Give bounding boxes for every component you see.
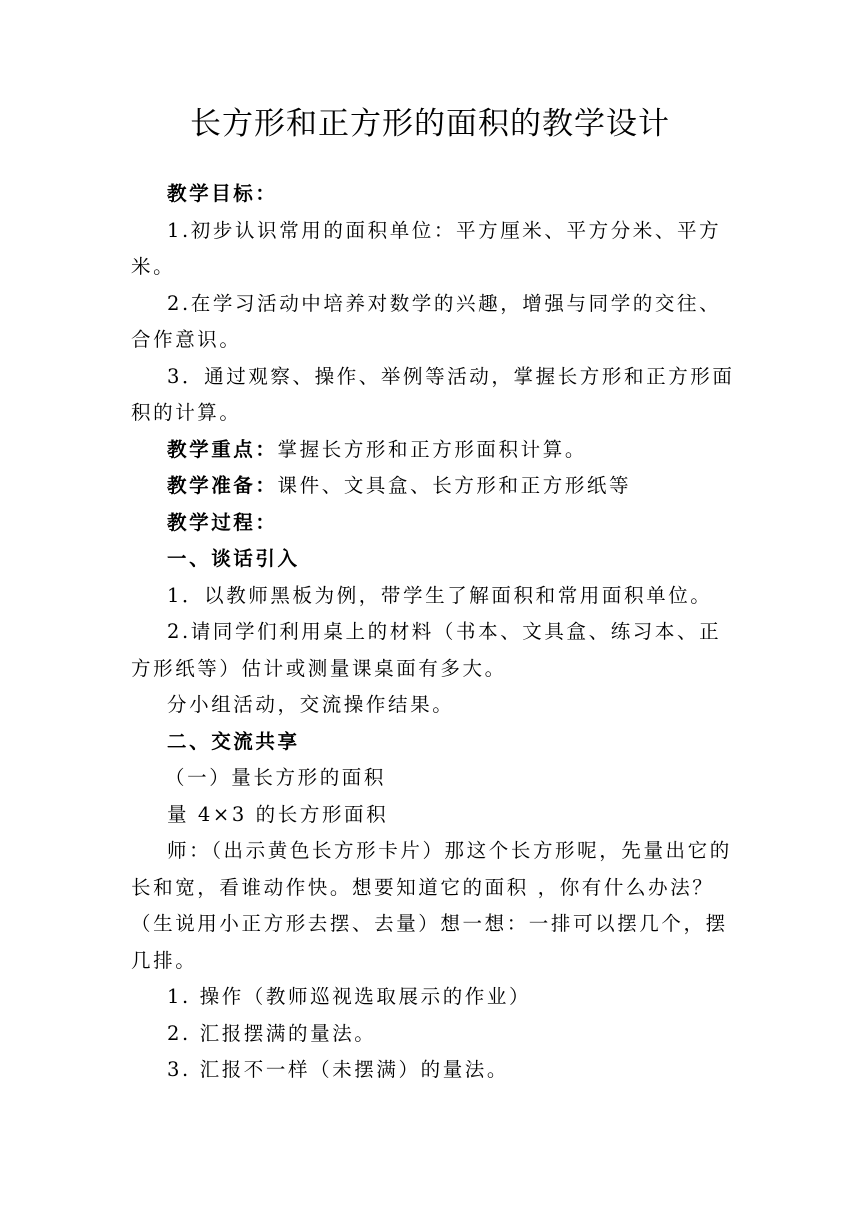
paragraph-3 — [131, 359, 736, 432]
paragraph-text: 一、谈话引入 — [167, 547, 300, 570]
paragraph-1 — [131, 213, 736, 286]
paragraph-text: 3．通过观察、操作、举例等活动，掌握长方形和正方形面积的计算。 — [131, 364, 735, 424]
paragraph-5 — [131, 468, 736, 505]
paragraph-13 — [131, 797, 736, 834]
paragraph-15 — [131, 979, 736, 1016]
paragraph-0 — [131, 176, 736, 213]
paragraph-text: 教学目标： — [167, 182, 278, 205]
paragraph-9 — [131, 614, 736, 687]
paragraph-text: 量 4×3 的长方形面积 — [167, 802, 389, 826]
paragraph-text: 1. 操作（教师巡视选取展示的作业） — [167, 985, 532, 1008]
paragraph-8 — [131, 578, 736, 615]
paragraph-16 — [131, 1016, 736, 1053]
paragraph-text: （一）量长方形的面积 — [165, 766, 387, 789]
paragraph-17 — [131, 1052, 736, 1089]
paragraph-7 — [131, 541, 736, 578]
paragraph-6 — [131, 505, 736, 542]
paragraph-text: 1.初步认识常用的面积单位：平方厘米、平方分米、平方米。 — [131, 218, 722, 278]
paragraph-10 — [131, 687, 736, 724]
paragraph-12 — [131, 760, 736, 797]
document-body — [131, 176, 736, 1089]
paragraph-2 — [131, 286, 736, 359]
paragraph-14 — [131, 833, 736, 979]
paragraph-text: 2. 汇报摆满的量法。 — [167, 1021, 377, 1045]
paragraph-text: 师：（出示黄色长方形卡片）那这个长方形呢，先量出它的长和宽，看谁动作快。想要知道它的面积 ，你有什么办法？（生说用小正方形去摆、去量）想一想：一排可以摆几个，摆几排。 — [131, 839, 732, 972]
paragraph-11 — [131, 724, 736, 761]
document-title: 长方形和正方形的面积的教学设计 — [190, 106, 670, 142]
paragraph-text: 2.在学习活动中培养对数学的兴趣，增强与同学的交往、合作意识。 — [131, 291, 722, 351]
paragraph-text: 二、交流共享 — [167, 729, 300, 753]
paragraph-lead: 教学重点： — [167, 437, 278, 461]
paragraph-text: 3. 汇报不一样（未摆满）的量法。 — [167, 1058, 510, 1081]
paragraph-lead: 教学准备： — [167, 474, 278, 497]
paragraph-text: 掌握长方形和正方形面积计算。 — [277, 437, 587, 461]
paragraph-text: 教学过程： — [167, 510, 278, 534]
paragraph-text: 1．以教师黑板为例，带学生了解面积和常用面积单位。 — [167, 583, 713, 607]
paragraph-text: 2.请同学们利用桌上的材料（书本、文具盒、练习本、正方形纸等）估计或测量课桌面有多大。 — [131, 620, 722, 680]
paragraph-4 — [131, 432, 736, 469]
paragraph-text: 课件、文具盒、长方形和正方形纸等 — [277, 474, 632, 497]
paragraph-text: 分小组活动，交流操作结果。 — [167, 693, 455, 716]
